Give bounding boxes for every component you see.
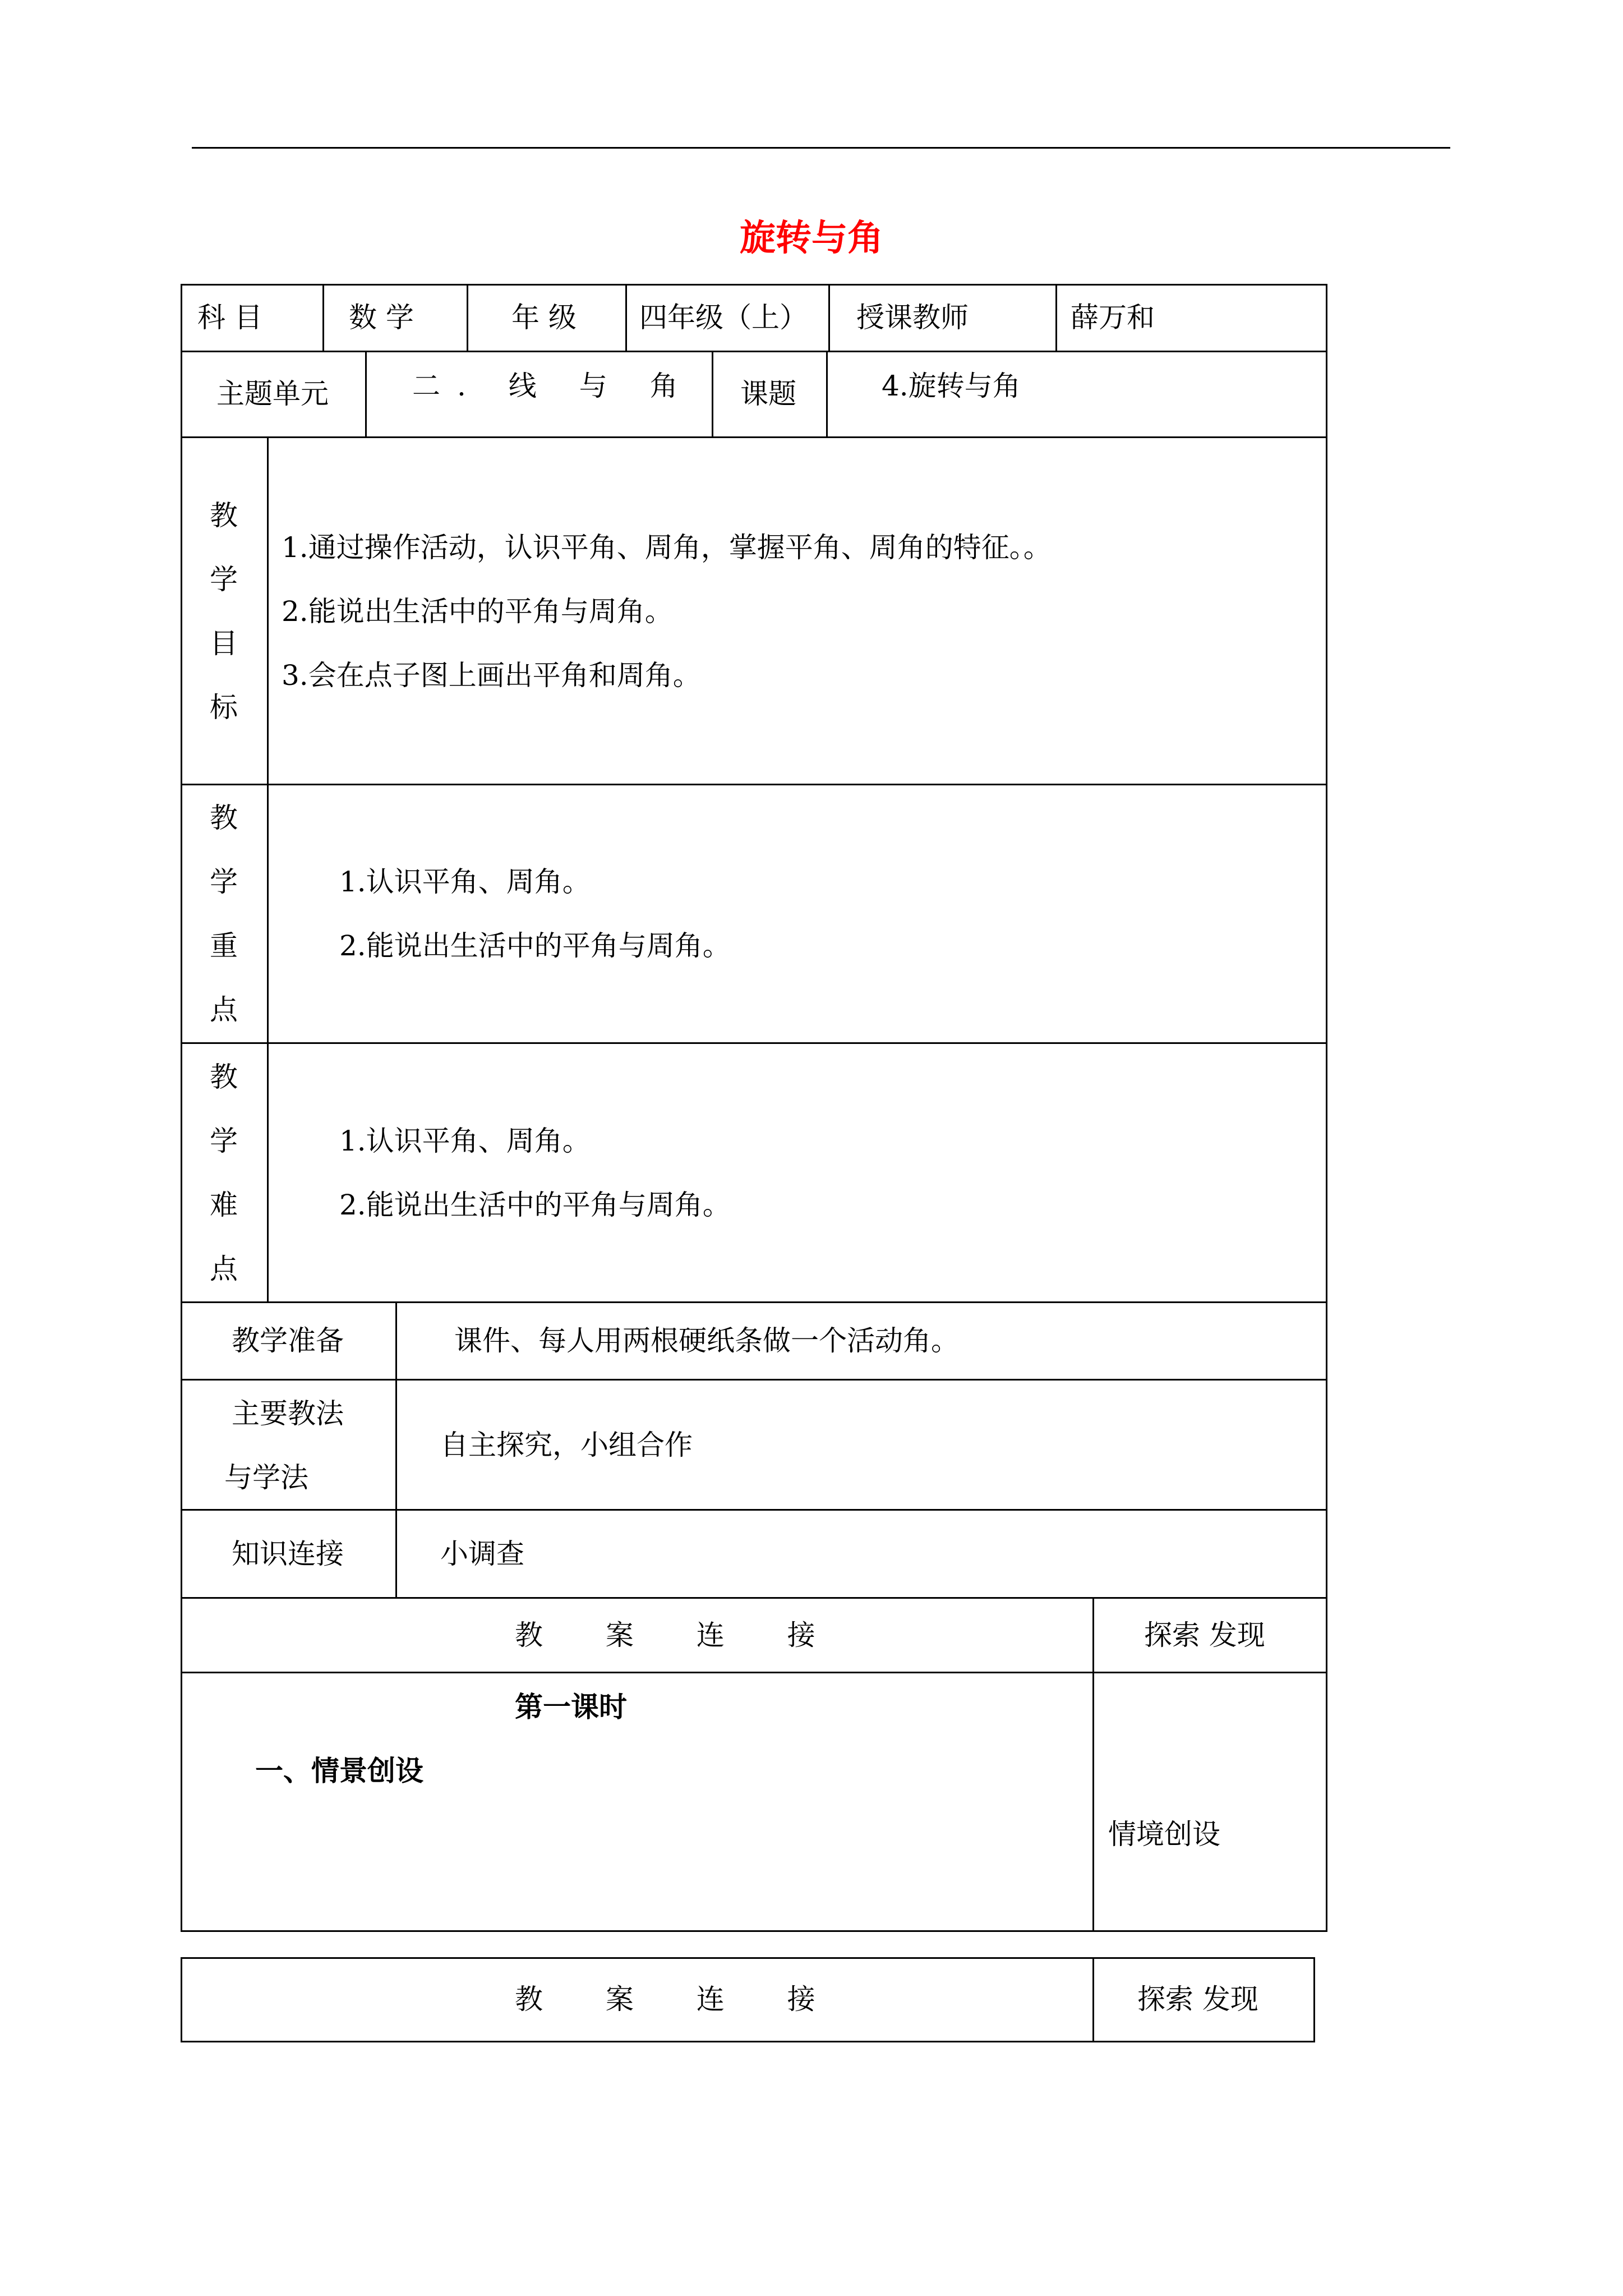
unit-value: 二. 线 与 角 xyxy=(412,370,695,402)
key-point-item: 1.认识平角、周角。 xyxy=(339,866,591,898)
section-heading: 一、情景创设 xyxy=(255,1754,423,1787)
top-rule xyxy=(192,147,1450,149)
objective-item: 2.能说出生活中的平角与周角。 xyxy=(282,595,673,628)
difficulty-item: 1.认识平角、周角。 xyxy=(339,1125,591,1157)
lesson-label: 课题 xyxy=(740,378,796,410)
subject-label: 科 目 xyxy=(197,301,262,334)
preparation-label: 教学准备 xyxy=(232,1324,344,1357)
page-title: 旋转与角 xyxy=(740,217,883,259)
side-note: 情境创设 xyxy=(1108,1818,1220,1851)
subject-value: 数 学 xyxy=(349,301,414,334)
plan-header-right: 探索 发现 xyxy=(1144,1619,1265,1651)
preparation-value: 课件、每人用两根硬纸条做一个活动角。 xyxy=(454,1324,959,1357)
grade-value: 四年级（上） xyxy=(639,301,808,334)
session-heading: 第一课时 xyxy=(515,1690,627,1723)
objective-item: 3.会在点子图上画出平角和周角。 xyxy=(282,659,701,692)
plan-header2-right: 探索 发现 xyxy=(1137,1983,1258,2016)
unit-label: 主题单元 xyxy=(216,378,329,410)
teacher-value: 薛万和 xyxy=(1071,301,1155,334)
objective-item: 1.通过操作活动，认识平角、周角，掌握平角、周角的特征。。 xyxy=(282,531,1052,564)
methods-value: 自主探究，小组合作 xyxy=(440,1429,693,1461)
methods-label-line1: 主要教法 xyxy=(232,1397,344,1430)
key-point-item: 2.能说出生活中的平角与周角。 xyxy=(339,930,731,962)
methods-label-line2: 与学法 xyxy=(224,1461,308,1494)
knowledge-value: 小调查 xyxy=(440,1538,524,1570)
lesson-value: 4.旋转与角 xyxy=(882,370,1021,402)
knowledge-label: 知识连接 xyxy=(232,1538,344,1570)
plan-header2-left: 教 案 连 接 xyxy=(515,1983,842,2016)
grade-label: 年 级 xyxy=(511,301,577,334)
difficulty-item: 2.能说出生活中的平角与周角。 xyxy=(339,1189,731,1221)
teacher-label: 授课教师 xyxy=(856,301,969,334)
plan-header-left: 教 案 连 接 xyxy=(515,1619,842,1651)
